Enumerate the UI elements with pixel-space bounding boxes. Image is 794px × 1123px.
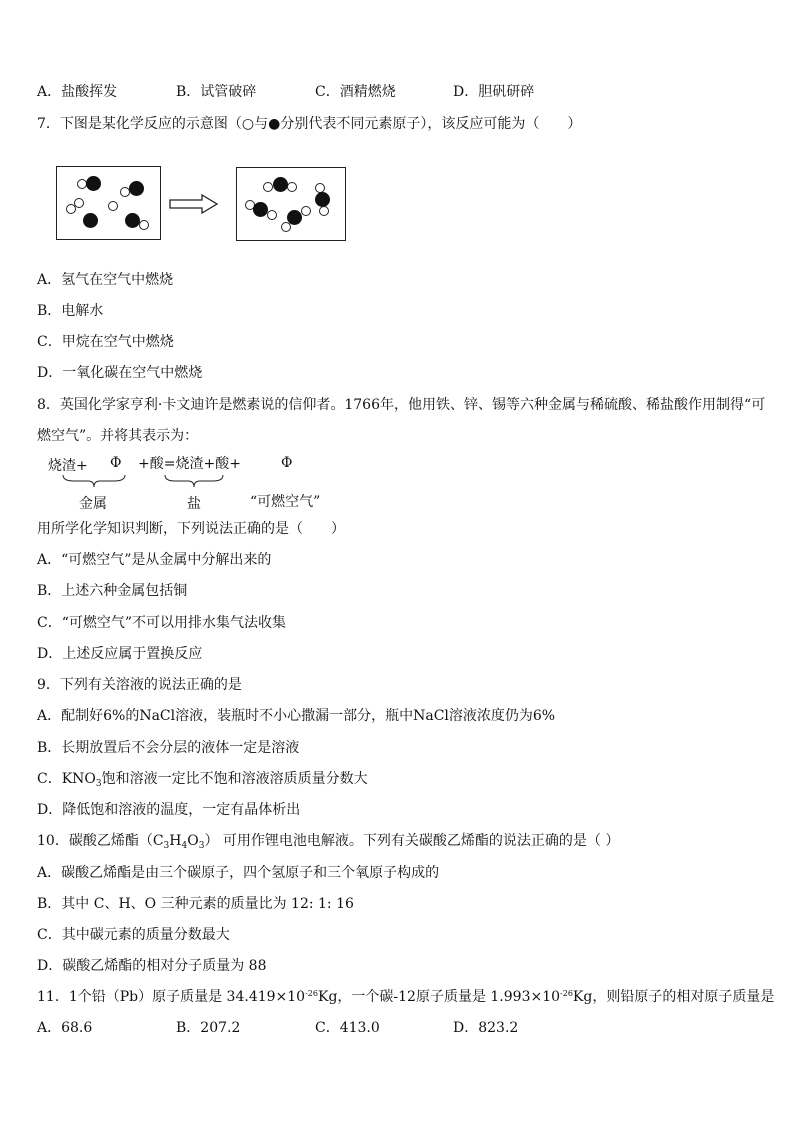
- q9-option-c-a: C．KNO: [37, 771, 96, 787]
- black-atom-icon: [315, 192, 330, 207]
- q6-option-b: B．试管破碎: [176, 84, 257, 100]
- q10-option-c: C．其中碳元素的质量分数最大: [37, 927, 230, 943]
- q9-option-a: A．配制好6%的NaCl溶液，装瓶时不小心撒漏一部分，瓶中NaCl溶液浓度仍为6%: [37, 708, 556, 724]
- q11-stem-c: Kg，则铅原子的相对原子质量是: [572, 989, 775, 1005]
- black-atom-icon: [83, 213, 98, 228]
- phi-symbol-1: Φ: [110, 455, 122, 471]
- q8-stem-line2: 燃空气”。并将其表示为：: [37, 428, 199, 444]
- q11-option-d: D．823.2: [453, 1020, 519, 1036]
- black-atom-icon: [273, 177, 288, 192]
- q7-option-a: A．氢气在空气中燃烧: [37, 272, 174, 288]
- label-combustible-air: “可燃空气”: [250, 494, 321, 510]
- brace-salt-icon: [164, 474, 224, 488]
- white-atom-icon: [139, 220, 149, 230]
- q6-option-c: C．酒精燃烧: [315, 84, 396, 100]
- white-atom-icon: [263, 182, 273, 192]
- q7-option-d: D．一氧化碳在空气中燃烧: [37, 365, 203, 381]
- black-atom-icon: [129, 181, 144, 196]
- products-box: [236, 167, 346, 241]
- q8-stem-line1: 8．英国化学家亨利·卡文迪许是燃素说的信仰者。1766年，他用铁、锌、锡等六种金属与稀硫酸、稀盐酸作用制得“可: [37, 397, 766, 413]
- q11-option-b: B．207.2: [176, 1020, 241, 1036]
- white-atom-icon: [281, 222, 291, 232]
- q8-option-c: C．“可燃空气”不可以用排水集气法收集: [37, 615, 287, 631]
- q9-stem: 9．下列有关溶液的说法正确的是: [37, 677, 242, 693]
- q8-option-d: D．上述反应属于置换反应: [37, 646, 203, 662]
- q10-stem-a: 10．碳酸乙烯酯（C: [37, 833, 164, 849]
- subscript: 3: [95, 779, 102, 789]
- q8-option-b: B．上述六种金属包括铜: [37, 583, 188, 599]
- q7-stem: 7．下图是某化学反应的示意图（○与●分别代表不同元素原子），该反应可能为（ ）: [37, 116, 582, 132]
- q10-option-b: B．其中 C、H、O 三种元素的质量比为 12: 1: 16: [37, 896, 354, 912]
- q10-formula-o: O: [187, 833, 199, 849]
- black-atom-icon: [86, 176, 101, 191]
- reaction-arrow-icon: [168, 194, 220, 214]
- white-atom-icon: [287, 182, 297, 192]
- q7-option-b: B．电解水: [37, 303, 104, 319]
- q9-option-c-b: 饱和溶液一定比不饱和溶液溶质质量分数大: [101, 771, 368, 787]
- black-atom-icon: [253, 202, 268, 217]
- equation-part2: +酸=烧渣+酸+: [138, 456, 241, 472]
- brace-metal-icon: [62, 474, 126, 488]
- q6-option-d: D．胆矾研碎: [453, 84, 535, 100]
- black-atom-icon: [125, 213, 140, 228]
- q6-option-a: A．盐酸挥发: [37, 84, 118, 100]
- q8-question: 用所学化学知识判断，下列说法正确的是（ ）: [37, 521, 345, 537]
- q8-option-a: A．“可燃空气”是从金属中分解出来的: [37, 552, 272, 568]
- phi-symbol-2: Φ: [281, 455, 293, 471]
- exponent: -26: [305, 989, 318, 998]
- subscript: 3: [163, 841, 170, 851]
- q10-option-d: D．碳酸乙烯酯的相对分子质量为 88: [37, 958, 267, 974]
- q7-option-c: C．甲烷在空气中燃烧: [37, 334, 174, 350]
- q9-option-c: [37, 770, 368, 788]
- q9-option-d: D．降低饱和溶液的温度，一定有晶体析出: [37, 802, 301, 818]
- q10-stem: [37, 832, 619, 850]
- label-salt: 盐: [187, 496, 201, 512]
- q11-stem: [37, 988, 774, 1006]
- q10-option-a: A．碳酸乙烯酯是由三个碳原子，四个氢原子和三个氧原子构成的: [37, 865, 440, 881]
- q11-stem-a: 11．1个铅（Pb）原子质量是 34.419×10: [37, 989, 306, 1005]
- q10-formula-h: H: [169, 833, 182, 849]
- q11-option-c: C．413.0: [315, 1020, 380, 1036]
- reactants-box: [56, 166, 161, 240]
- subscript: 4: [181, 841, 188, 851]
- subscript: 3: [198, 841, 205, 851]
- q11-stem-b: Kg，一个碳-12原子质量是 1.993×10: [317, 989, 561, 1005]
- white-atom-icon: [74, 198, 84, 208]
- white-atom-icon: [108, 201, 118, 211]
- white-atom-icon: [319, 206, 329, 216]
- exponent: -26: [560, 989, 573, 998]
- white-atom-icon: [267, 210, 277, 220]
- q9-option-b: B．长期放置后不会分层的液体一定是溶液: [37, 740, 300, 756]
- label-metal: 金属: [79, 496, 107, 512]
- q10-stem-b: ） 可用作锂电池电解液。下列有关碳酸乙烯酯的说法正确的是（ ）: [204, 833, 620, 849]
- white-atom-icon: [301, 206, 311, 216]
- q11-option-a: A．68.6: [37, 1020, 93, 1036]
- equation-part1: 烧渣+: [48, 458, 88, 474]
